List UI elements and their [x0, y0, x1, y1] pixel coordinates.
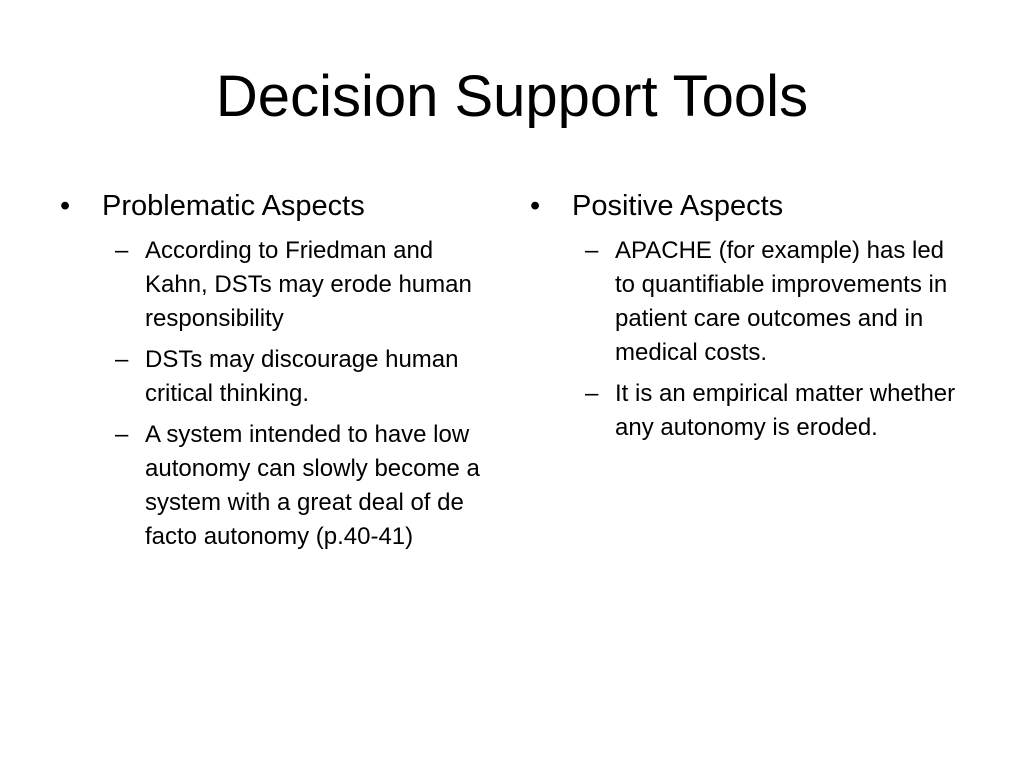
dash-icon: – — [585, 237, 599, 264]
bullet-icon: • — [530, 190, 541, 222]
list-item — [530, 234, 970, 370]
bullet-icon: • — [60, 190, 71, 222]
problematic-list — [60, 234, 500, 554]
list-item-text: APACHE (for example) has led to quantifiable improvements in patient care outcomes and in medical costs. — [615, 237, 948, 366]
right-column — [530, 186, 970, 452]
bullet-heading: Problematic Aspects — [102, 190, 365, 222]
dash-icon: – — [115, 237, 129, 264]
bullet-heading: Positive Aspects — [572, 190, 784, 222]
list-item — [530, 377, 970, 445]
dash-icon: – — [115, 346, 129, 373]
bullet-problematic-aspects — [60, 186, 500, 226]
dash-icon: – — [585, 380, 599, 407]
list-item-text: DSTs may discourage human critical thinking. — [145, 346, 459, 407]
list-item-text: It is an empirical matter whether any autonomy is eroded. — [615, 380, 956, 441]
list-item — [60, 234, 500, 336]
list-item — [60, 418, 500, 554]
slide-title: Decision Support Tools — [215, 64, 809, 129]
list-item — [60, 343, 500, 411]
bullet-positive-aspects — [530, 186, 970, 226]
left-column — [60, 186, 500, 561]
dash-icon: – — [115, 421, 129, 448]
list-item-text: According to Friedman and Kahn, DSTs may erode human responsibility — [145, 237, 472, 332]
list-item-text: A system intended to have low autonomy can slowly become a system with a great deal of de facto autonomy (p.40-41) — [145, 421, 480, 550]
positive-list — [530, 234, 970, 445]
